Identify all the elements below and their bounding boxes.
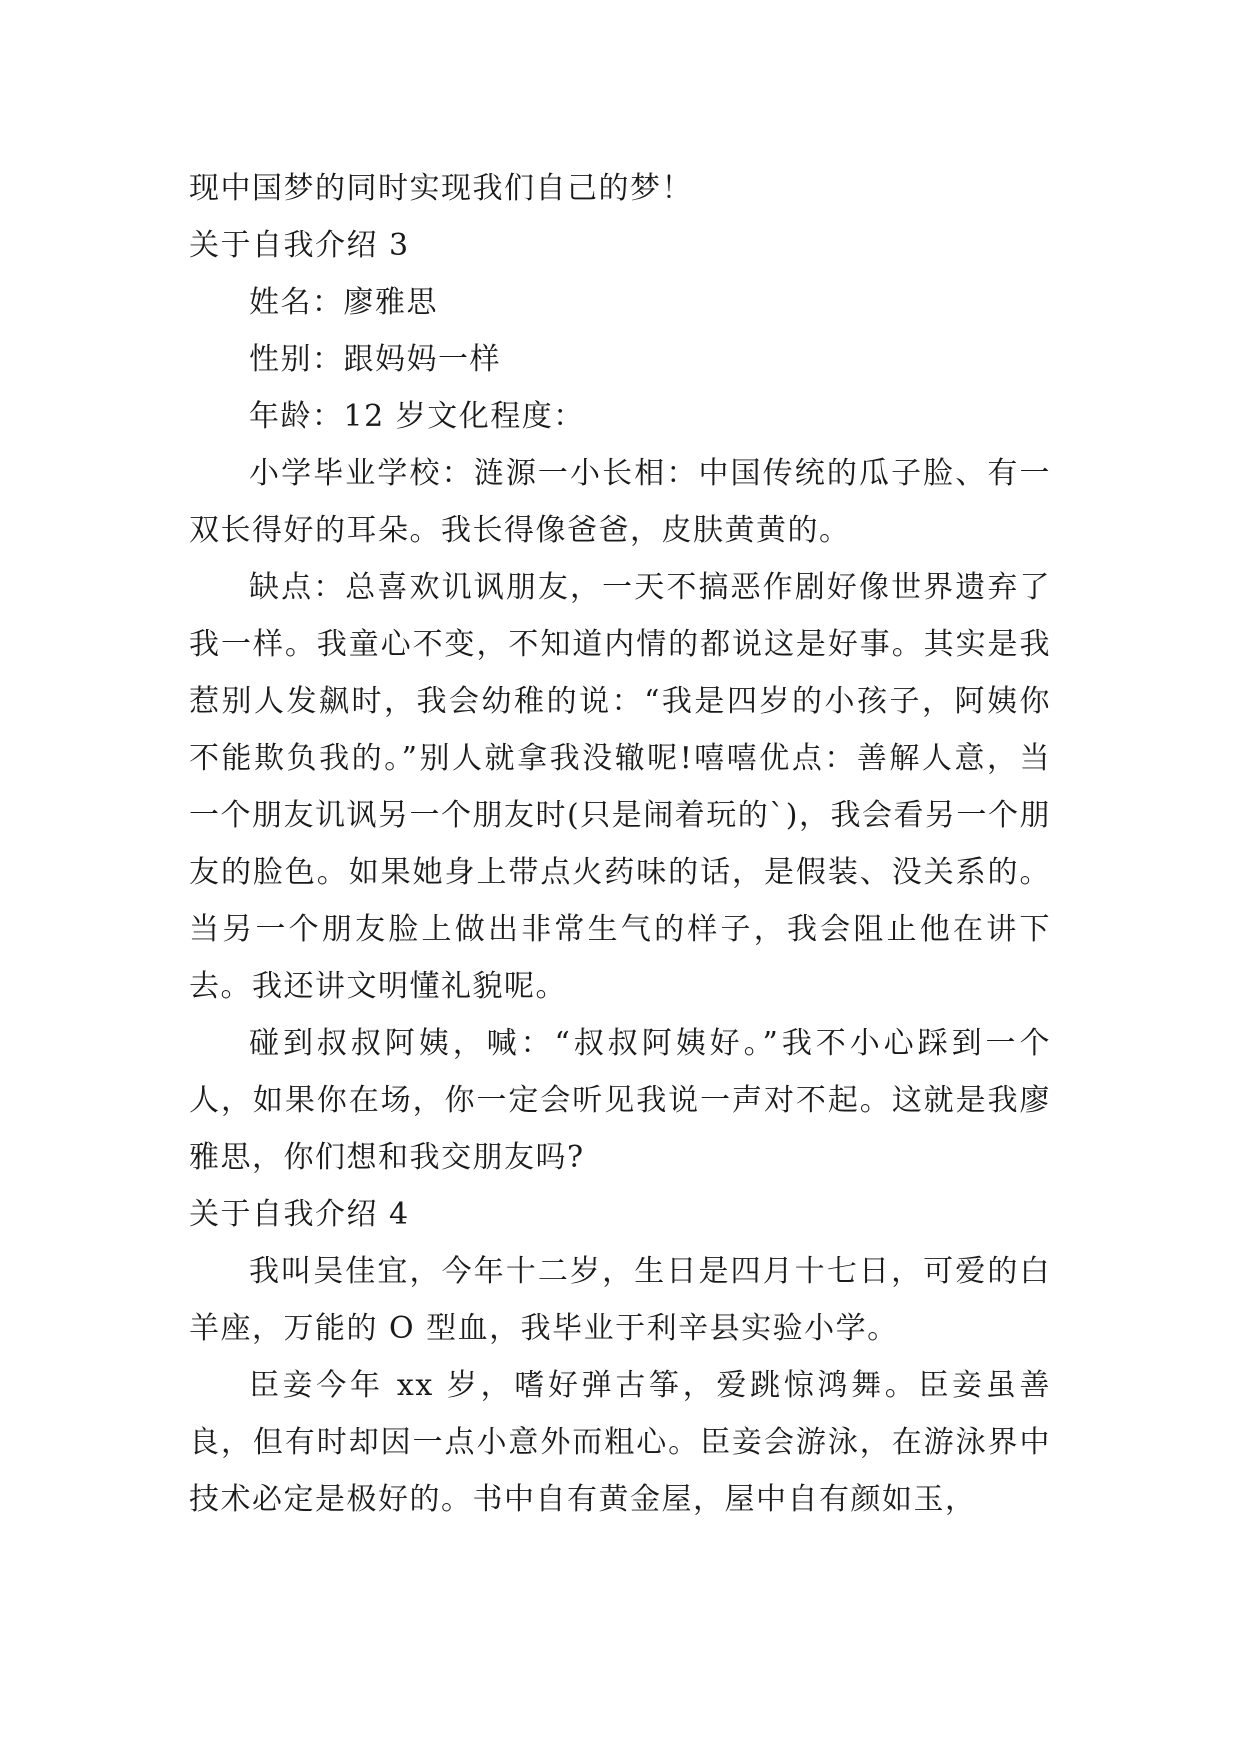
document-body <box>189 160 1051 1528</box>
paragraph-gender: 性别：跟妈妈一样 <box>249 342 501 377</box>
paragraph-intro: 我叫吴佳宜，今年十二岁，生日是四月十七日，可爱的白羊座，万能的 O 型血，我毕业于利辛县实验小学。 <box>189 1254 1051 1346</box>
section-heading-4: 关于自我介绍 4 <box>189 1197 410 1232</box>
paragraph-continuation: 现中国梦的同时实现我们自己的梦！ <box>189 171 693 206</box>
section-heading-3: 关于自我介绍 3 <box>189 228 410 263</box>
paragraph-name: 姓名：廖雅思 <box>249 285 438 320</box>
paragraph-age: 年龄：12 岁文化程度： <box>249 399 585 434</box>
paragraph-manners: 碰到叔叔阿姨，喊：“叔叔阿姨好。”我不小心踩到一个人，如果你在场，你一定会听见我说一声对不起。这就是我廖雅思，你们想和我交朋友吗? <box>189 1026 1051 1175</box>
paragraph-hobbies: 臣妾今年 xx 岁，嗜好弹古筝，爱跳惊鸿舞。臣妾虽善良，但有时却因一点小意外而粗心。臣妾会游泳，在游泳界中技术必定是极好的。书中自有黄金屋，屋中自有颜如玉， <box>189 1368 1051 1517</box>
paragraph-shortcomings: 缺点：总喜欢讥讽朋友，一天不搞恶作剧好像世界遗弃了我一样。我童心不变，不知道内情的都说这是好事。其实是我惹别人发飙时，我会幼稚的说：“我是四岁的小孩子，阿姨你不能欺负我的。”别人就拿我没辙呢!嘻嘻优点：善解人意，当一个朋友讥讽另一个朋友时(只是闹着玩的`)，我会看另一个朋友的脸色。如果她身上带点火药味的话，是假装、没关系的。当另一个朋友脸上做出非常生气的样子，我会阻止他在讲下去。我还讲文明懂礼貌呢。 <box>189 570 1051 1004</box>
paragraph-school: 小学毕业学校：涟源一小长相：中国传统的瓜子脸、有一双长得好的耳朵。我长得像爸爸，皮肤黄黄的。 <box>189 456 1051 548</box>
